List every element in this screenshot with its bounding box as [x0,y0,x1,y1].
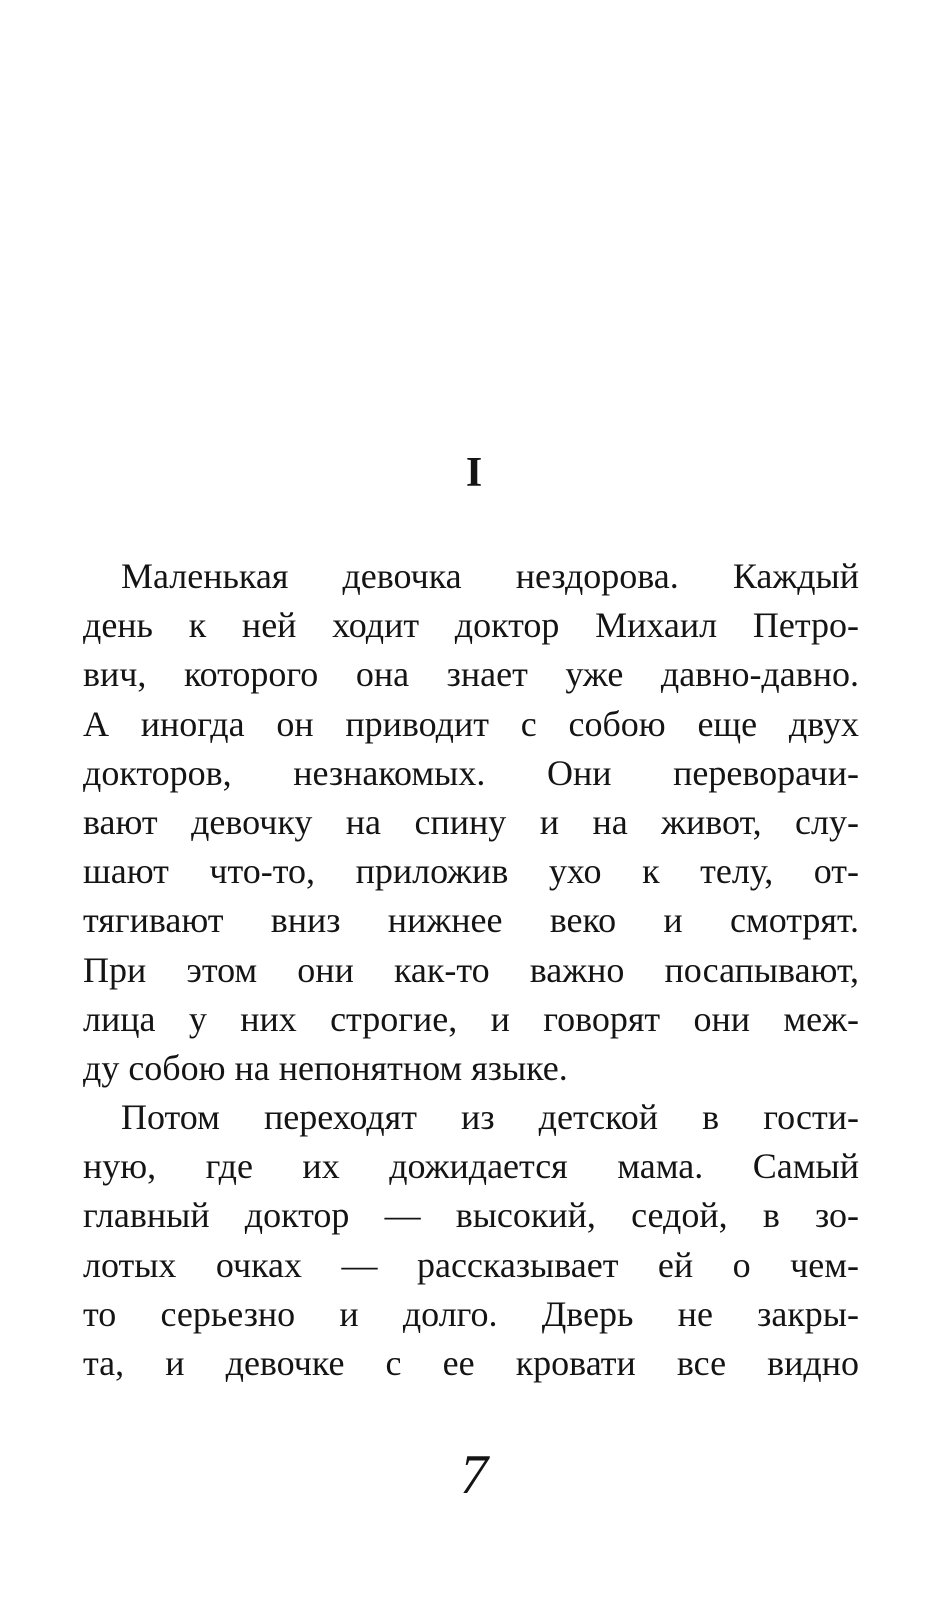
page-number: 7 [460,1444,488,1506]
text-line: При этом они как-то важно посапывают, [83,949,859,990]
text-line: Потом переходят из детской в гости- [121,1097,859,1138]
text-line: шают что-то, приложив ухо к телу, от- [83,851,859,892]
text-line: вич, которого она знает уже давно-давно. [83,654,859,695]
text-line: день к ней ходит доктор Михаил Петро- [83,605,859,646]
text-line: докторов, незнакомых. Они переворачи- [83,752,859,793]
chapter-heading: I [465,450,483,496]
text-line: то серьезно и долго. Дверь не закры- [83,1293,859,1334]
paragraph-2 [83,1093,859,1388]
text-line: главный доктор — высокий, седой, в зо- [83,1195,859,1236]
text-line: ную, где их дожидается мама. Самый [83,1146,859,1187]
text-line: ду собою на непонятном языке. [83,1047,568,1088]
text-line: тягивают вниз нижнее веко и смотрят. [83,900,859,941]
text-line: Маленькая девочка нездорова. Каждый [121,556,859,596]
text-line: та, и девочке с ее кровати все видно [83,1343,859,1383]
body-text [83,552,859,1388]
text-line: лотых очках — рассказывает ей о чем- [83,1244,859,1285]
paragraph-1 [83,552,859,1093]
text-line: А иногда он приводит с собою еще двух [83,703,859,744]
text-line: вают девочку на спину и на живот, слу- [83,801,859,842]
text-line: лица у них строгие, и говорят они меж- [83,998,859,1039]
